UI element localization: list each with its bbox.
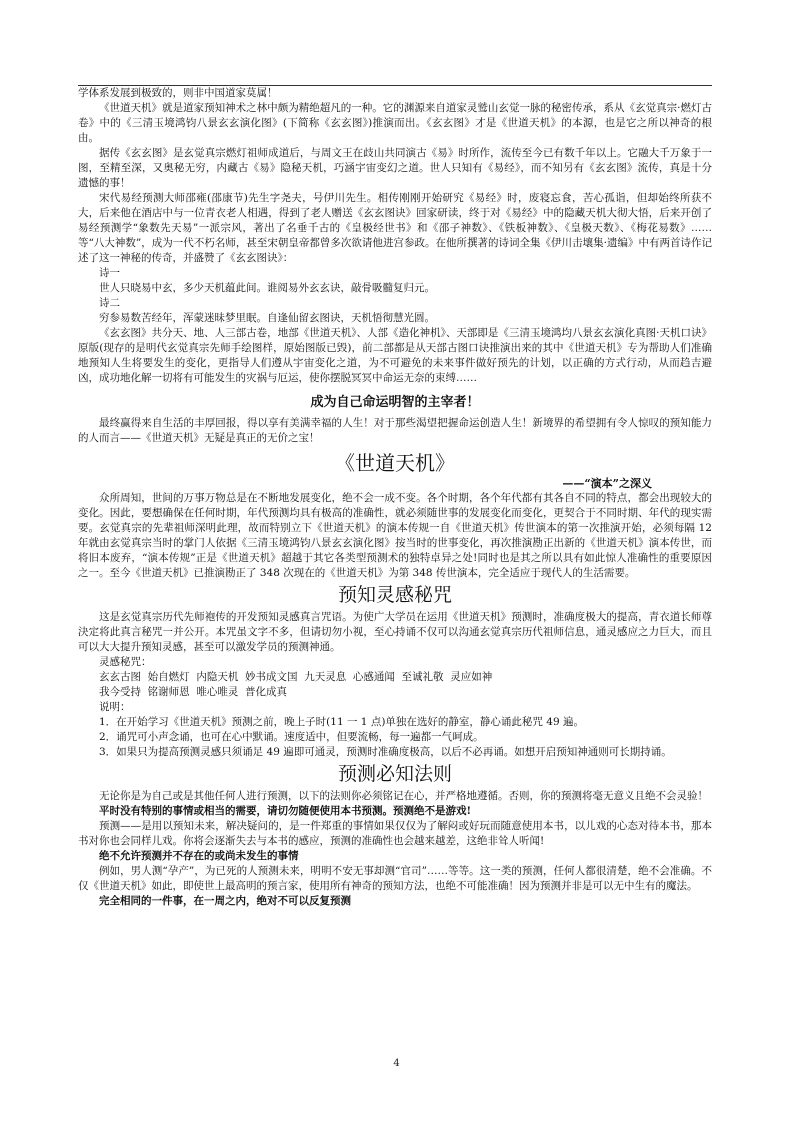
page-number: 4 [393,1058,400,1069]
rule-text: 预测——是用以预知未来，解决疑问的，是一件郑重的事情如果仅仅为了解闷或好玩而随意使用本书，以儿戏的心态对待本书，那本书对你也会同样儿戏。你将会逐渐失去与本书的感应，预测的准确性也会越来越差，这绝非耸人听闻! [78,820,712,847]
poem-title: 诗一 [99,267,120,279]
rule-title: 完全相同的一件事，在一周之内，绝对不可以反复预测 [99,895,351,907]
section-byline: ——“演本”之深义 [562,477,652,490]
rule-text: 例如，男人测“孕产”，为已死的人预测未来，明明不安无事却测“官司”……等等。这一类的预测，任何人都很清楚，绝不会准确。不仅《世道天机》如此，即使世上最高明的预言家，使用所有神奇的预知方法，也绝不可能准确！因为预测并非是可以无中生有的魔法。 [78,865,712,892]
mantra-line: 玄玄古图 始自燃灯 内隐天机 妙书成文国 九天灵息 心感通闻 至诚礼敬 灵应如神 [99,671,493,683]
title-paragraph: 众所周知，世间的万事万物总是在不断地发展变化，绝不会一成不变。各个时期，各个年代都有其各自不同的特点，都会出现较大的变化。因此，要想确保在任何时期，年代预测均具有极高的准确性，就必须随世事的发展变化而变化，更契合于不同时期、年代的现实需要。玄觉真宗的先辈祖师深明此理，故而特别立下《世道天机》的演本传规一自《世道天机》传世演本的第一次推演开始，必须每隔 12 年就由玄觉真宗当时的掌门人依据《三清玉境鸿钧八景玄玄演化图》按当时的世事变化，再次推演勘正出新的《世道天机》演本传世，而将旧本废弃，“演本传规”正是《世道天机》超越于其它各类型预测术的独特卓异之处!同时也是其之所以具有如此惊人准确性的重要原因之一。至今《世道天机》已推演勘正了 348 次现在的《世道天机》为第 348 传世演本，完全适应于现代人的生活需要。 [78,492,712,579]
intro-paragraph: 《玄玄图》共分天、地、人三部古卷，地部《世道天机》、人部《造化神机》、天部即是《三清玉境鸿均八景玄玄演化真图·天机口诀》原版(现存的是明代玄觉真宗先师手绘图样，原始图版已毁)，前二部都是从天部古图口诀推演出来的其中《世道天机》专为帮助人们准确地预知人生将要发生的变化，更指导人们遵从宇宙变化之道，为不可避免的未来事件做好预先的计划，以正确的方式行动，从而趋吉避凶，成功地化解一切将有可能发生的灾祸与厄运，使你摆脱冥冥中命运无奈的束缚…… [78,327,712,384]
section-heading-title: 《世道天机》 [335,451,455,475]
section-heading-mantra: 预知灵感秘咒 [337,584,452,606]
intro-paragraph: 《世道天机》就是道家预知神术之林中颇为精绝超凡的一种。它的渊源来自道家灵鹫山玄觉一脉的秘密传承，系从《玄觉真宗·燃灯古卷》中的《三清玉境鸿钧八景玄玄演化图》(下简称《玄玄图》)推演而出。《玄玄图》才是《世道天机》的本源，也是它之所以神奇的根由。 [78,102,712,144]
intro-paragraph: 据传《玄玄图》是玄觉真宗燃灯祖师成道后，与周文王在歧山共同演古《易》时所作，流传至今已有数千年以上。它融大千万象于一图，至精至深，又奥秘无穷，内藏古《易》隐秘天机，巧涵宇宙变幻之道。世人只知有《易经》，而不知另有《玄玄图》流传，真是十分遗憾的事！ [78,147,712,189]
rule-title: 绝不允许预测并不存在的或尚未发生的事情 [99,850,299,862]
note-item: 2．诵咒可小声念诵，也可在心中默诵。速度适中，但要流畅，每一遍都一气呵成。 [99,731,484,743]
mantra-line: 我今受持 铭谢师恩 唯心唯灵 普化成真 [99,686,288,698]
document-body [78,86,712,909]
poem-text: 穷参易数苦经年，浑蒙迷昧梦里眠。自逢仙留玄图诀，天机悟彻慧光圆。 [99,312,435,324]
intro-paragraph: 宋代易经预测大师邵雍(邵康节)先生字尧夫，号伊川先生。相传刚刚开始研究《易经》时，废寝忘食，苦心孤诣，但却始终所获不大，后来他在酒店中与一位青衣老人相遇，得到了老人赠送《玄玄图诀》回家研读，终于对《易经》中的隐藏天机大彻大悟，后来开创了易经预测学“象数先天易”一派宗风，著出了名垂千古的《皇极经世书》和《邵子神数》、《铁板神数》、《皇极天数》、《梅花易数》……等“八大神数”，成为一代不朽名师，甚至宋朝皇帝都曾多次欲请他进宫参政。在他所撰著的诗词全集《伊川击壤集·遗编》中有两首诗作记述了这一神秘的传奇，并盛赞了《玄玄图诀》： [78,192,712,264]
poem-title: 诗二 [99,297,120,309]
notes-label: 说明： [99,701,131,713]
intro-paragraph: 学体系发展到极致的，则非中国道家莫属！ [78,87,278,99]
rules-paragraph: 无论你是为自己或是其他任何人进行预测，以下的法则你必须铭记在心，并严格地遵循。否则，你的预测将毫无意义且绝不会灵验！ [99,790,708,802]
mantra-label: 灵感秘咒： [99,656,152,668]
master-paragraph: 最终赢得来自生活的丰厚回报，得以享有美满幸福的人生！对于那些渴望把握命运创造人生！新境界的希望拥有令人惊叹的预知能力的人而言——《世道天机》无疑是真正的无价之宝！ [78,417,712,444]
mantra-paragraph: 这是玄觉真宗历代先师袍传的开发预知灵感真言咒语。为使广大学员在运用《世道天机》预测时，准确度极大的提高，青衣道长师尊決定将此真言秘咒一并公开。本咒虽文字不多，但请切勿小视，至心持诵不仅可以沟通玄觉真宗历代祖师信息，通灵感应之力巨大，而且可以大大提升预知灵感，甚至可以激发学员的预测神通。 [78,611,712,653]
note-item: 3．如果只为提高预测灵感只须诵足 49 遍即可通灵，预测时准确度极高，以后不必再诵。如想开启预知神通则可长期持诵。 [99,746,672,758]
note-item: 1．在开始学习《世道天机》预测之前，晚上子时(11 一 1 点)单独在选好的静室，静心诵此秘咒 49 遍。 [99,716,584,728]
poem-text: 世人只晓易中玄，多少天机蕴此间。谁阅易外玄玄诀，敲骨吸髓复归元。 [99,282,435,294]
rule-title: 平时没有特别的事情或相当的需要，请切勿随便使用本书预测。预测绝不是游戏! [99,805,472,817]
section-heading-master: 成为自己命运明智的主宰者！ [310,395,480,410]
section-heading-rules: 预测必知法则 [337,763,452,785]
